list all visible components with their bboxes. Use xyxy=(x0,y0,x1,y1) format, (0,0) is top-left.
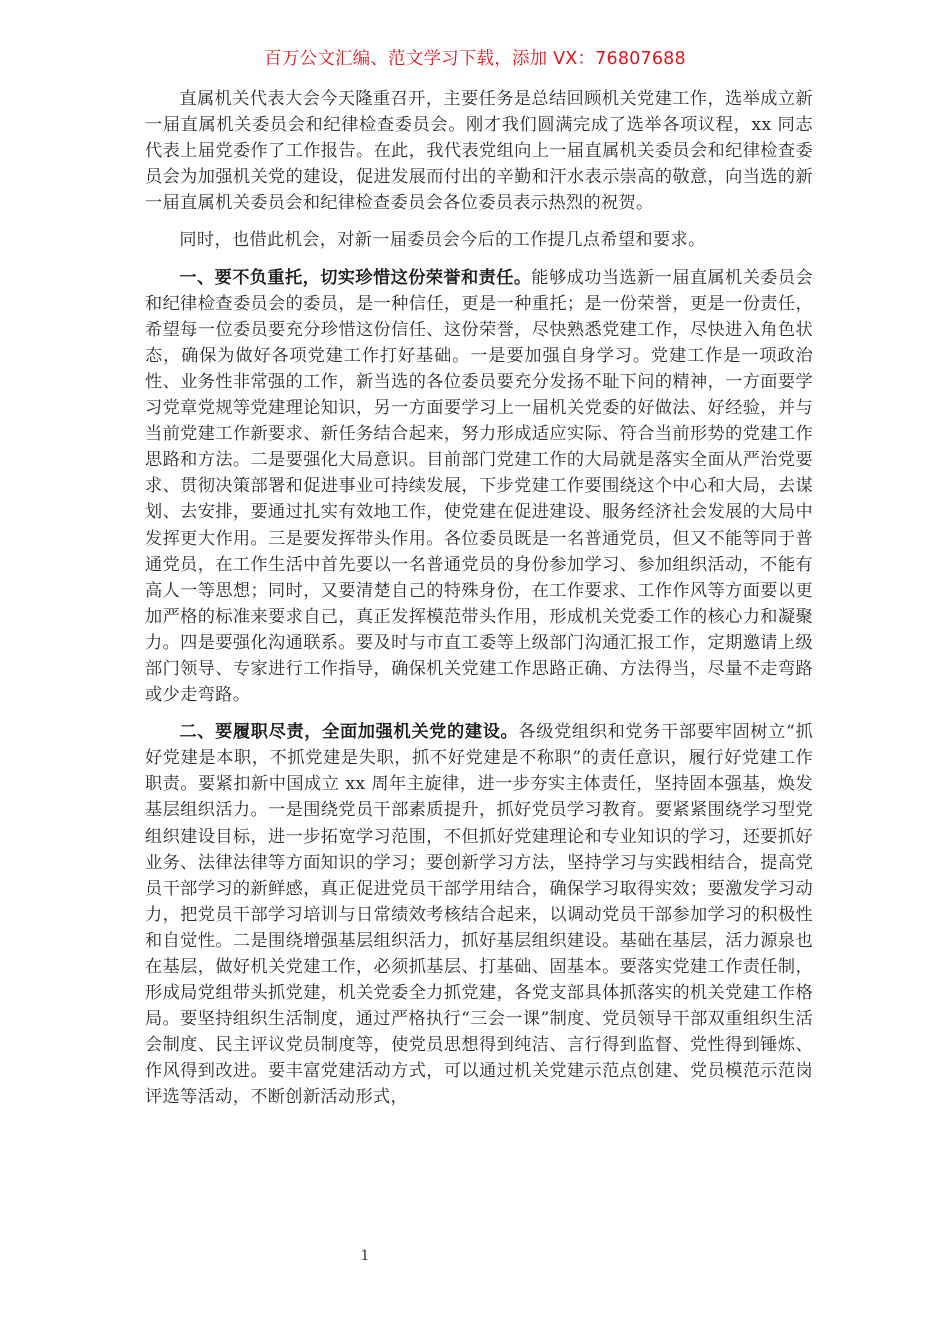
paragraph-text: 各级党组织和党务干部要牢固树立“抓好党建是本职，不抓党建是失职，抓不好党建是不称职”的责任意识，履行好党建工作职责。要紧扣新中国成立 xx 周年主旋律，进一步夯实主体责任，坚持固本强基，焕发基层组织活力。一是围绕党员干部素质提升，抓好党员学习教育。要紧紧围绕学习型党组织建设目标，进一步拓宽学习范围，不但抓好党建理论和专业知识的学习，还要抓好业务、法律法律等方面知识的学习；要创新学习方法，坚持学习与实践相结合，提高党员干部学习的新鲜感，真正促进党员干部学用结合，确保学习取得实效；要激发学习动力，把党员干部学习培训与日常绩效考核结合起来，以调动党员干部参加学习的积极性和自觉性。二是围绕增强基层组织活力，抓好基层组织建设。基础在基层，活力源泉也在基层，做好机关党建工作，必须抓基层、打基础、固基本。要落实党建工作责任制，形成局党组带头抓党建，机关党委全力抓党建，各党支部具体抓落实的机关党建工作格局。要坚持组织生活制度，通过严格执行“三会一课”制度、党员领导干部双重组织生活会制度、民主评议党员制度等，使党员思想得到纯洁、言行得到监督、党性得到锤炼、作风得到改进。要丰富党建活动方式，可以通过机关党建示范点创建、党员模范示范岗评选等活动，不断创新活动形式， xyxy=(145,722,813,1108)
paragraph-text: 直属机关代表大会今天隆重召开，主要任务是总结回顾机关党建工作，选举成立新一届直属机关委员会和纪律检查委员会。刚才我们圆满完成了选举各项议程，xx 同志代表上届党委作了工作报告。在此，我代表党组向上一届直属机关委员会和纪律检查委员会为加强机关党的建设，促进发展而付出的辛勤和汗水表示崇高的敬意，向当选的新一届直属机关委员会和纪律检查委员会各位委员表示热烈的祝贺。 xyxy=(145,89,813,214)
page-number: 1 xyxy=(360,1248,370,1264)
document-body xyxy=(145,86,813,1111)
section-heading-one: 一、要不负重托，切实珍惜这份荣誉和责任。 xyxy=(179,267,532,288)
paragraph-transition xyxy=(145,227,813,253)
paragraph-opening xyxy=(145,86,813,216)
watermark-header: 百万公文汇编、范文学习下载，添加 VX：76807688 xyxy=(264,49,686,69)
paragraph-text: 同时，也借此机会，对新一届委员会今后的工作提几点希望和要求。 xyxy=(179,230,706,251)
paragraph-text: 能够成功当选新一届直属机关委员会和纪律检查委员会的委员，是一种信任，更是一种重托；是一份荣誉，更是一份责任，希望每一位委员要充分珍惜这份信任、这份荣誉，尽快熟悉党建工作，尽快进入角色状态，确保为做好各项党建工作打好基础。一是要加强自身学习。党建工作是一项政治性、业务性非常强的工作，新当选的各位委员要充分发扬不耻下问的精神，一方面要学习党章党规等党建理论知识，另一方面要学习上一届机关党委的好做法、好经验，并与当前党建工作新要求、新任务结合起来，努力形成适应实际、符合当前形势的党建工作思路和方法。二是要强化大局意识。目前部门党建工作的大局就是落实全面从严治党要求、贯彻决策部署和促进事业可持续发展，下步党建工作要围绕这个中心和大局，去谋划、去安排，要通过扎实有效地工作，使党建在促进建设、服务经济社会发展的大局中发挥更大作用。三是要发挥带头作用。各位委员既是一名普通党员，但又不能等同于普通党员，在工作生活中首先要以一名普通党员的身份参加学习、参加组织活动，不能有高人一等思想；同时，又要清楚自己的特殊身份，在工作要求、工作作风等方面要以更加严格的标准来要求自己，真正发挥模范带头作用，形成机关党委工作的核心力和凝聚力。四是要强化沟通联系。要及时与市直工委等上级部门沟通汇报工作，定期邀请上级部门领导、专家进行工作指导，确保机关党建工作思路正确、方法得当，尽量不走弯路或少走弯路。 xyxy=(145,267,813,706)
section-heading-two: 二、要履职尽责，全面加强机关党的建设。 xyxy=(179,722,519,743)
paragraph-section-two xyxy=(145,719,813,1110)
paragraph-section-one xyxy=(145,265,813,709)
